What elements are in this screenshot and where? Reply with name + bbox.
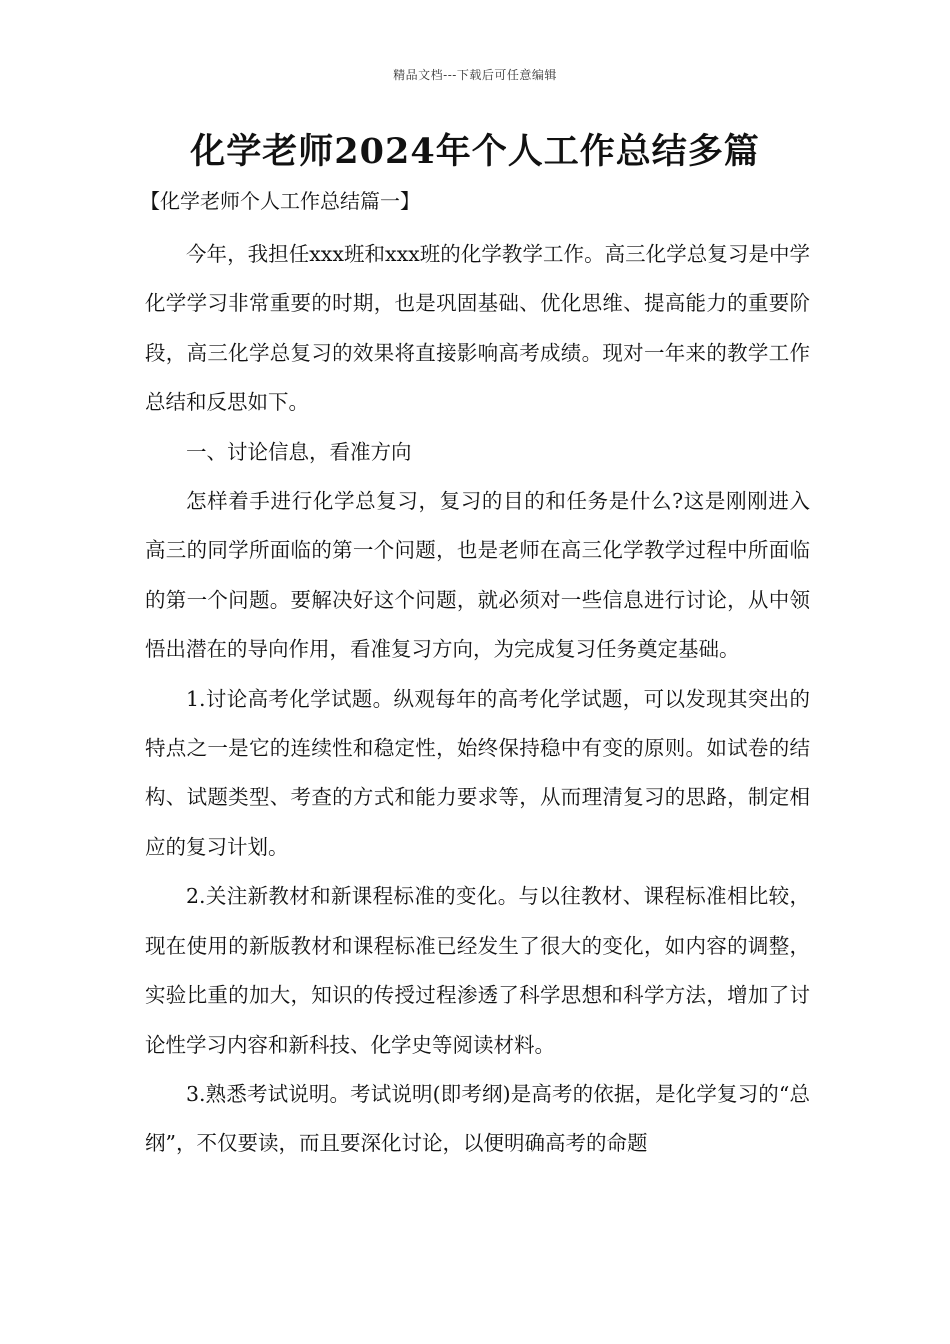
header-note: 精品文档---下载后可任意编辑 (393, 68, 557, 82)
paragraph: 今年，我担任xxx班和xxx班的化学教学工作。高三化学总复习是中学化学学习非常重要的时期，也是巩固基础、优化思维、提高能力的重要阶段，高三化学总复习的效果将直接影响高考成绩。现对一年来的教学工作总结和反思如下。 (145, 242, 810, 415)
paragraph: 1.讨论高考化学试题。纵观每年的高考化学试题，可以发现其突出的特点之一是它的连续性和稳定性，始终保持稳中有变的原则。如试卷的结构、试题类型、考查的方式和能力要求等，从而理清复习的思路，制定相应的复习计划。 (145, 686, 810, 859)
document-body (145, 230, 810, 1169)
paragraph: 3.熟悉考试说明。考试说明(即考纲)是高考的依据，是化学复习的“总纲”，不仅要读，而且要深化讨论，以便明确高考的命题 (145, 1081, 810, 1156)
paragraph-heading: 一、讨论信息，看准方向 (186, 439, 412, 464)
paragraph: 怎样着手进行化学总复习，复习的目的和任务是什么?这是刚刚进入高三的同学所面临的第一个问题，也是老师在高三化学教学过程中所面临的第一个问题。要解决好这个问题，就必须对一些信息进行讨论，从中领悟出潜在的导向作用，看准复习方向，为完成复习任务奠定基础。 (145, 489, 810, 662)
document-title: 化学老师2024年个人工作总结多篇 (190, 131, 760, 172)
section-heading: 【化学老师个人工作总结篇一】 (140, 189, 420, 213)
paragraph: 2.关注新教材和新课程标准的变化。与以往教材、课程标准相比较，现在使用的新版教材和课程标准已经发生了很大的变化，如内容的调整，实验比重的加大，知识的传授过程渗透了科学思想和科学方法，增加了讨论性学习内容和新科技、化学史等阅读材料。 (145, 884, 810, 1057)
